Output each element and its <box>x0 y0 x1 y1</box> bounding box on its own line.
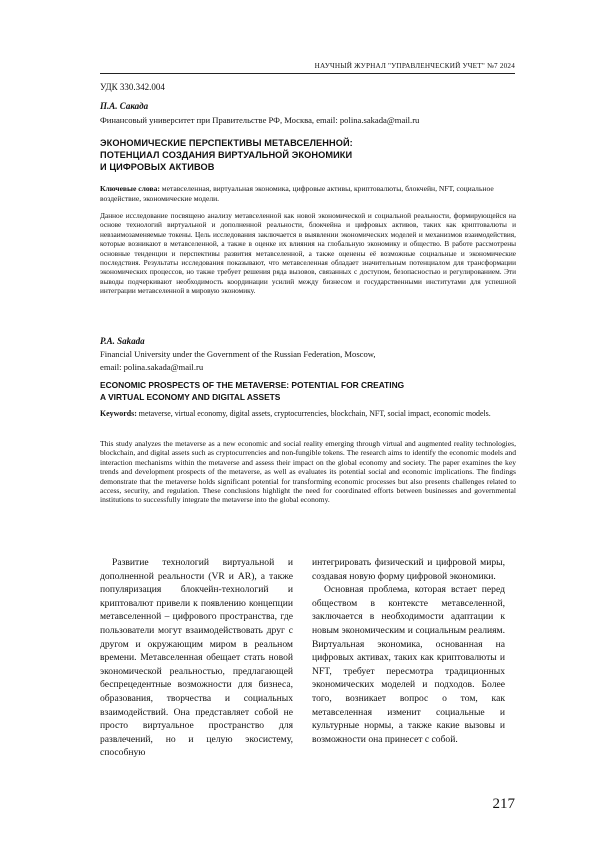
keywords-en <box>100 409 516 419</box>
keywords-ru-text: метавселенная, виртуальная экономика, цифровые активы, криптовалюты, блокчейн, NFT, социальное воздействие, экономические модели. <box>100 184 494 203</box>
keywords-en-label: Keywords: <box>100 409 137 418</box>
affiliation-en-line: Financial University under the Government of the Russian Federation, Moscow, <box>100 349 376 359</box>
title-ru-line: И ЦИФРОВЫХ АКТИВОВ <box>100 162 215 172</box>
title-en-line: A VIRTUAL ECONOMY AND DIGITAL ASSETS <box>100 391 281 402</box>
author-ru: П.А. Сакада <box>100 101 149 111</box>
affiliation-ru: Финансовый университет при Правительстве РФ, Москва, email: polina.sakada@mail.ru <box>100 115 420 125</box>
affiliation-en <box>100 348 516 374</box>
title-en-line: ECONOMIC PROSPECTS OF THE METAVERSE: POTENTIAL FOR CREATING <box>100 380 405 390</box>
running-header: НАУЧНЫЙ ЖУРНАЛ "УПРАВЛЕНЧЕСКИЙ УЧЕТ" №7 2024 <box>100 62 515 74</box>
udk-code: УДК 330.342.004 <box>100 82 165 92</box>
affiliation-en-email: email: polina.sakada@mail.ru <box>100 362 204 372</box>
title-ru <box>100 137 516 173</box>
abstract-en: This study analyzes the metaverse as a new economic and social reality emerging through virtual and augmented reality technologies, blockchain, and digital assets such as cryptocurrencies and non-fungible tokens. The research aims to identify the economic models and interaction mechanisms within the metaverse and assess their impact on the global economy and society. The paper examines the key trends and development prospects of the metaverse, as well as evaluates its potential social and economic implications. The findings demonstrate that the metaverse holds significant potential for transforming economic processes but also presents challenges related to access, security, and regulation. These conclusions highlight the need for coordinated efforts between businesses and governmental institutions to successfully integrate the metaverse into the global economy. <box>100 439 516 505</box>
body-paragraph: Развитие технологий виртуальной и дополненной реальности (VR и AR), а также популяризация блокчейн-технологий и криптовалют привели к появлению концепции метавселенной – цифрового пространства, где пользователи могут взаимодействовать друг с другом и окружающим миром в реальном времени. Метавселенная обещает стать новой экономической реальностью, предлагающей беспрецедентные возможности для бизнеса, образования, творчества и социальных взаимодействий. Она представляет собой не просто виртуальное пространство для развлечений, но и целую экосистему, способную <box>100 557 293 759</box>
title-ru-line: ПОТЕНЦИАЛ СОЗДАНИЯ ВИРТУАЛЬНОЙ ЭКОНОМИКИ <box>100 150 353 160</box>
keywords-en-text: metaverse, virtual economy, digital assets, cryptocurrencies, blockchain, NFT, social impact, economic models. <box>136 409 491 418</box>
keywords-ru-label: Ключевые слова: <box>100 184 160 193</box>
keywords-ru <box>100 184 516 203</box>
abstract-ru: Данное исследование посвящено анализу метавселенной как новой экономической и социальной реальности, формирующейся на основе технологий виртуальной и дополненной реальности, блокчейна и цифровых активов, таких как криптовалюты и невзаимозаменяемые токены. Цель исследования заключается в выявлении экономических моделей и механизмов взаимодействия, которые возникают в метавселенной, а также в оценке их влияния на глобальную экономику и общество. В работе рассмотрены основные тенденции и перспективы развития метавселенной, а также оценены её возможные социальные и экономические последствия. Результаты исследования показывают, что метавселенная обладает значительным потенциалом для трансформации экономических процессов, но также требует решения ряда вызовов, связанных с доступом, безопасностью и регулированием. Эти выводы подчеркивают необходимость координации усилий между бизнесом и государственными институтами для успешной интеграции метавселенной в мировую экономику. <box>100 211 516 296</box>
body-paragraph-continuation: интегрировать физический и цифровой миры, создавая новую форму цифровой экономики. <box>312 557 505 582</box>
title-en <box>100 380 516 403</box>
body-paragraph: Основная проблема, которая встает перед обществом в контексте метавселенной, заключается в необходимости адаптации к новым экономическим и социальным реалиям. Виртуальная экономика, основанная на цифровых активах, таких как криптовалюты и NFT, требует пересмотра традиционных экономических моделей и подходов. Более того, возникает вопрос о том, как метавселенная изменит социальные и культурные нормы, а также какие вызовы и возможности она принесет с собой. <box>312 584 505 745</box>
page-number: 217 <box>492 796 515 812</box>
body-column-left <box>100 556 293 760</box>
body-column-right <box>312 556 505 746</box>
author-en: P.A. Sakada <box>100 336 145 346</box>
title-ru-line: ЭКОНОМИЧЕСКИЕ ПЕРСПЕКТИВЫ МЕТАВСЕЛЕННОЙ: <box>100 138 353 148</box>
